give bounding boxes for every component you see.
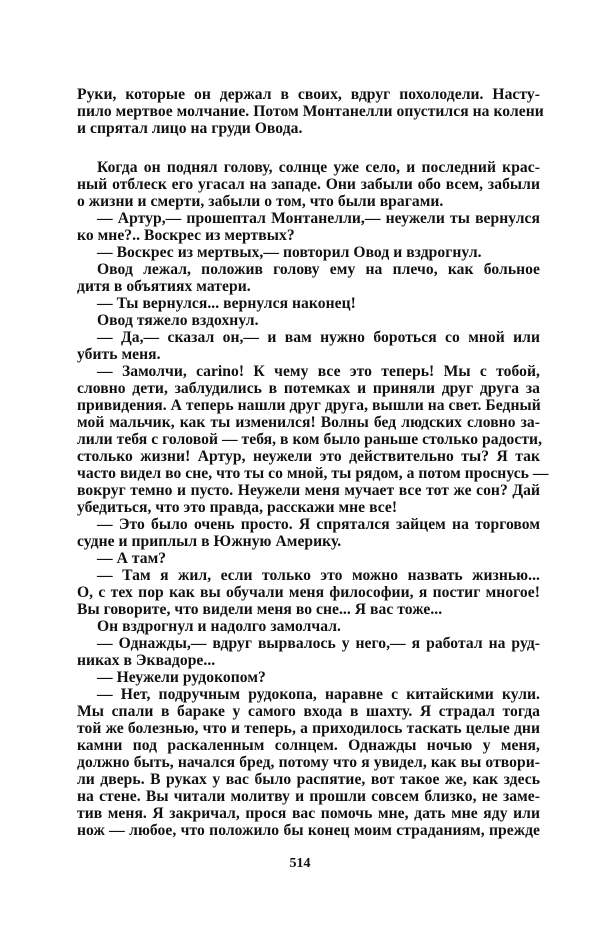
paragraph [77,244,540,261]
paragraph [77,567,540,618]
text-line: — Воскрес из мертвых,— повторил Овод и вздрогнул. [97,244,482,261]
text-line: — Неужели рудокопом? [97,669,266,686]
text-line: — Однажды,— вдруг вырвалось у него,— я работал на руд- [97,635,540,652]
paragraph [77,86,544,137]
paragraph [77,295,540,312]
text-line: пило мертвое молчание. Потом Монтанелли опустился на колени [77,103,544,120]
text-line: — Замолчи, carino! К чему все это теперь! Мы с тобой, [97,363,540,380]
paragraph [77,635,540,669]
paragraph [77,159,540,210]
text-line: лили тебя с головой — тебя, в ком было раньше столько радости, [77,431,543,448]
paragraph [77,550,540,567]
text-line: Овод тяжело вздохнул. [97,312,259,329]
text-line: камни под раскаленным солнцем. Однажды ночью у меня, [77,737,540,754]
paragraph [77,210,540,244]
paragraph [77,669,540,686]
text-line: часто видел во сне, что ты со мной, ты рядом, а потом проснусь — [77,465,549,482]
text-line: словно дети, заблудились в потемках и приняли друг друга за [77,380,540,397]
text-line: ли дверь. В руках у вас было распятие, вот такое же, как здесь [77,771,540,788]
page-number: 514 [289,856,311,871]
paragraph [77,329,540,363]
text-line: на стене. Вы читали молитву и прошли совсем близко, не заме- [77,788,540,805]
text-line: Мы спали в бараке у самого входа в шахту. Я страдал тогда [77,703,540,720]
text-line: Руки, которые он держал в своих, вдруг похолодели. Насту- [77,86,540,103]
text-line: мой мальчик, как ты изменился! Волны бед людских словно за- [77,414,540,431]
text-line: и спрятал лицо на груди Овода. [77,120,303,137]
text-line: никах в Эквадоре... [77,652,216,669]
text-line: Когда он поднял голову, солнце уже село, и последний крас- [97,159,540,176]
text-line: должно быть, начался бред, потому что я увидел, как вы отвори- [77,754,540,771]
paragraph [77,618,540,635]
text-line: привидения. А теперь нашли друг друга, вышли на свет. Бедный [77,397,541,414]
text-line: — Да,— сказал он,— и вам нужно бороться со мной или [97,329,540,346]
text-line: — Это было очень просто. Я спрятался зайцем на торговом [97,516,540,533]
text-line: — Ты вернулся... вернулся наконец! [97,295,356,312]
paragraph [77,312,540,329]
book-page-text [77,86,549,839]
text-line: той же болезнью, что и теперь, а приходилось таскать целые дни [77,720,540,737]
text-line: Овод лежал, положив голову ему на плечо, как больное [97,261,540,278]
text-line: — А там? [97,550,167,567]
text-line: дитя в объятиях матери. [77,278,251,295]
paragraph [77,261,540,295]
text-line: столько жизни! Артур, неужели это действительно ты? Я так [77,448,540,465]
paragraph [77,686,540,839]
paragraph [77,363,549,516]
text-line: ко мне?.. Воскрес из мертвых? [77,227,295,244]
text-line: — Артур,— прошептал Монтанелли,— неужели ты вернулся [97,210,540,227]
text-line: о жизни и смерти, забыли о том, что были врагами. [77,193,444,210]
text-line: вокруг темно и пусто. Неужели меня мучает все тот же сон? Дай [77,482,540,499]
text-line: нож — любое, что положило бы конец моим страданиям, прежде [77,822,540,839]
text-line: — Нет, подручным рудокопа, наравне с китайскими кули. [97,686,540,703]
text-line: ный отблеск его угасал на западе. Они забыли обо всем, забыли [77,176,540,193]
text-line: — Там я жил, если только это можно назвать жизнью... [97,567,540,584]
text-line: О, с тех пор как вы обучали меня философии, я постиг многое! [77,584,540,601]
text-line: убедиться, что это правда, расскажи мне все! [77,499,398,516]
text-line: тив меня. Я закричал, прося вас помочь мне, дать мне яду или [77,805,540,822]
paragraph [77,516,540,550]
text-line: Вы говорите, что видели меня во сне... Я вас тоже... [77,601,443,618]
text-line: убить меня. [77,346,161,363]
text-line: Он вздрогнул и надолго замолчал. [97,618,341,635]
text-line: судне и приплыл в Южную Америку. [77,533,342,550]
